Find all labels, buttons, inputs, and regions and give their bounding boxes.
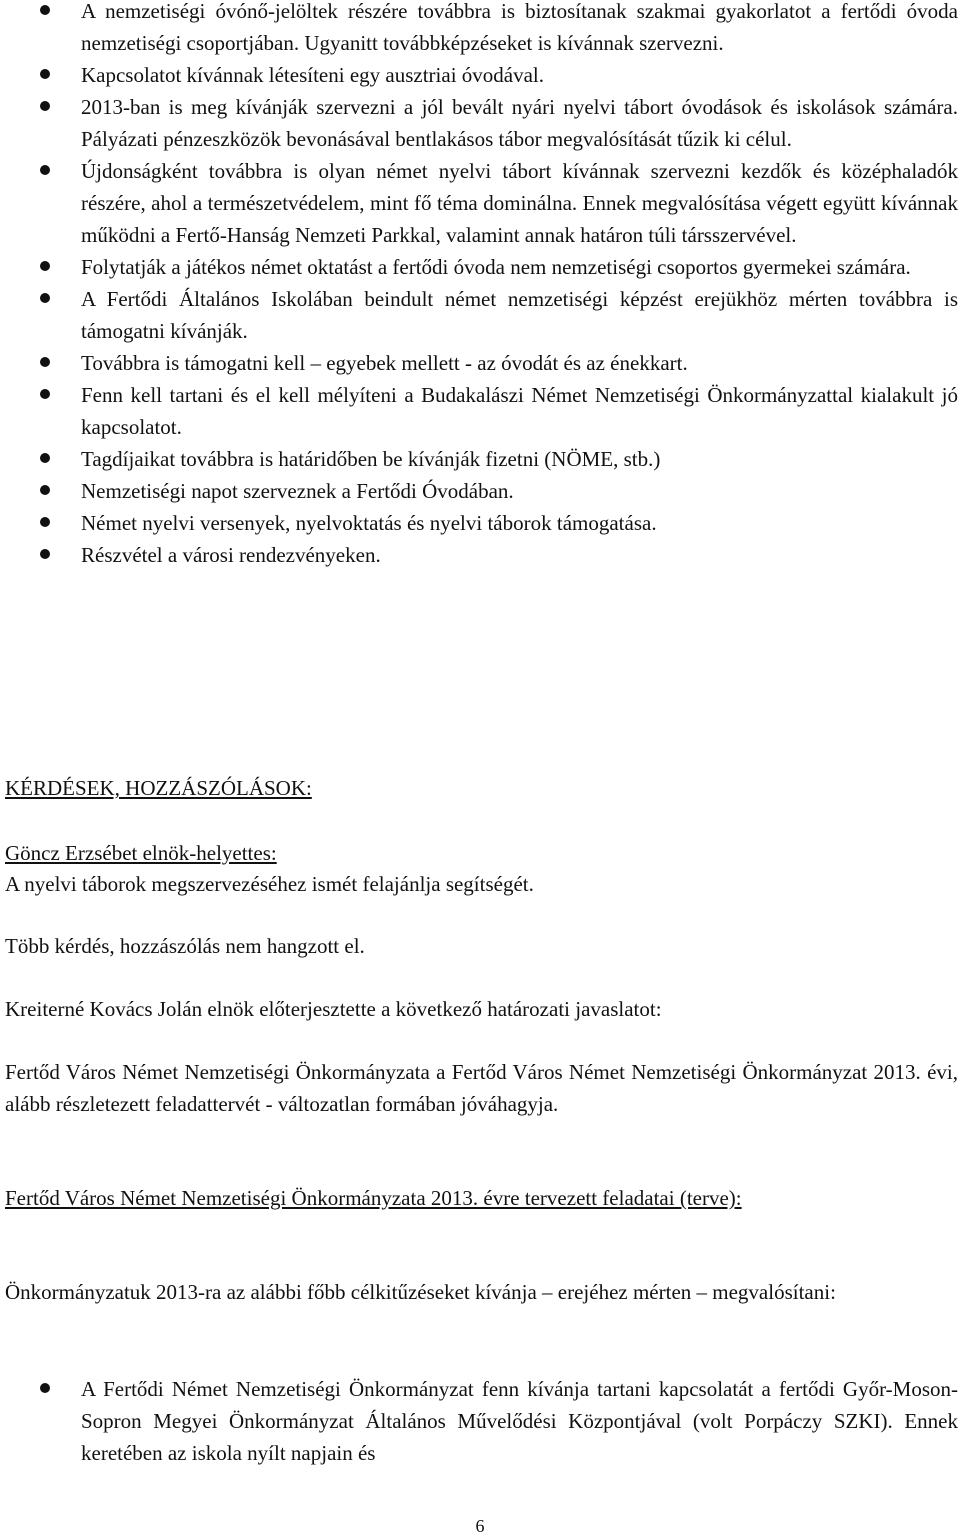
bullet-icon [40, 5, 50, 15]
bullet-icon [40, 485, 50, 495]
bullet-icon [40, 357, 50, 367]
plan-intro: Önkormányzatuk 2013-ra az alábbi főbb célkitűzéseket kívánja – erejéhez mérten – megvalósítani: [5, 1280, 836, 1304]
page-number: 6 [475, 1516, 485, 1536]
list-item [0, 347, 958, 379]
speaker-name: Göncz Erzsébet elnök-helyettes: [5, 841, 277, 865]
bullet-icon [40, 261, 50, 271]
list-item-text: A nemzetiségi óvónő-jelöltek részére továbbra is biztosítanak szakmai gyakorlatot a fertődi óvoda nemzetiségi csoportjában. Ugyanitt továbbképzéseket is kívánnak szervezni. [81, 0, 958, 55]
list-item [0, 251, 958, 283]
list-item-text: A Fertődi Általános Iskolában beindult német nemzetiségi képzést erejükhöz mérten továbbra is támogatni kívánják. [81, 287, 958, 343]
list-item-text: Folytatják a játékos német oktatást a fertődi óvoda nem nemzetiségi csoportos gyermekei számára. [81, 255, 911, 279]
list-item [0, 443, 958, 475]
list-item-text: Tagdíjaikat továbbra is határidőben be kívánják fizetni (NÖME, stb.) [81, 447, 661, 471]
list-item-text: Kapcsolatot kívánnak létesíteni egy ausztriai óvodával. [81, 63, 545, 87]
bullet-icon [40, 453, 50, 463]
list-item-text: Fenn kell tartani és el kell mélyíteni a Budakalászi Német Nemzetiségi Önkormányzattal kialakult jó kapcsolatot. [81, 383, 958, 439]
list-item [0, 1373, 958, 1469]
list-item [0, 539, 958, 571]
list-item [0, 507, 958, 539]
bullet-list-top [0, 0, 958, 571]
list-item-text: Német nyelvi versenyek, nyelvoktatás és nyelvi táborok támogatása. [81, 511, 657, 535]
list-item-text: Részvétel a városi rendezvényeken. [81, 543, 381, 567]
list-item [0, 0, 958, 59]
list-item-text: A Fertődi Német Nemzetiségi Önkormányzat fenn kívánja tartani kapcsolatát a fertődi Győr-Moson-Sopron Megyei Önkormányzat Általános Művelődési Központjával (volt Porpáczy SZKI). Ennek keretében az iskola nyílt napjain és [81, 1377, 958, 1465]
list-item-text: Nemzetiségi napot szerveznek a Fertődi Óvodában. [81, 479, 514, 503]
bullet-icon [40, 293, 50, 303]
bullet-icon [40, 165, 50, 175]
proposal-intro: Kreiterné Kovács Jolán elnök előterjesztette a következő határozati javaslatot: [5, 997, 662, 1021]
bullet-icon [40, 389, 50, 399]
list-item [0, 283, 958, 347]
bullet-icon [40, 1383, 50, 1393]
bullet-icon [40, 549, 50, 559]
list-item [0, 155, 958, 251]
section-heading-questions: KÉRDÉSEK, HOZZÁSZÓLÁSOK: [5, 776, 312, 800]
list-item [0, 91, 958, 155]
bullet-icon [40, 101, 50, 111]
plan-title: Fertőd Város Német Nemzetiségi Önkormányzata 2013. évre tervezett feladatai (terve): [5, 1186, 742, 1210]
list-item-text: Újdonságként továbbra is olyan német nyelvi tábort kívánnak szervezni kezdők és középhaladók részére, ahol a természetvédelem, mint fő téma dominálna. Ennek megvalósítása végett együtt kívánnak működni a Fertő-Hanság Nemzeti Parkkal, valamint annak határon túli társszervével. [81, 159, 958, 247]
list-item [0, 475, 958, 507]
bullet-icon [40, 69, 50, 79]
list-item-text: 2013-ban is meg kívánják szervezni a jól bevált nyári nyelvi tábort óvodások és iskolások számára. Pályázati pénzeszközök bevonásával bentlakásos tábor megvalósítását tűzik ki célul. [81, 95, 958, 151]
resolution-text: Fertőd Város Német Nemzetiségi Önkormányzata a Fertőd Város Német Nemzetiségi Önkormányzat 2013. évi, alább részletezett feladattervét - változatlan formában jóváhagyja. [5, 1060, 958, 1116]
no-more-questions: Több kérdés, hozzászólás nem hangzott el. [5, 934, 365, 958]
bullet-icon [40, 517, 50, 527]
list-item [0, 379, 958, 443]
speaker-statement: A nyelvi táborok megszervezéséhez ismét felajánlja segítségét. [5, 872, 534, 896]
list-item-text: Továbbra is támogatni kell – egyebek mellett - az óvodát és az énekkart. [81, 351, 688, 375]
bullet-list-bottom [0, 1373, 958, 1469]
list-item [0, 59, 958, 91]
